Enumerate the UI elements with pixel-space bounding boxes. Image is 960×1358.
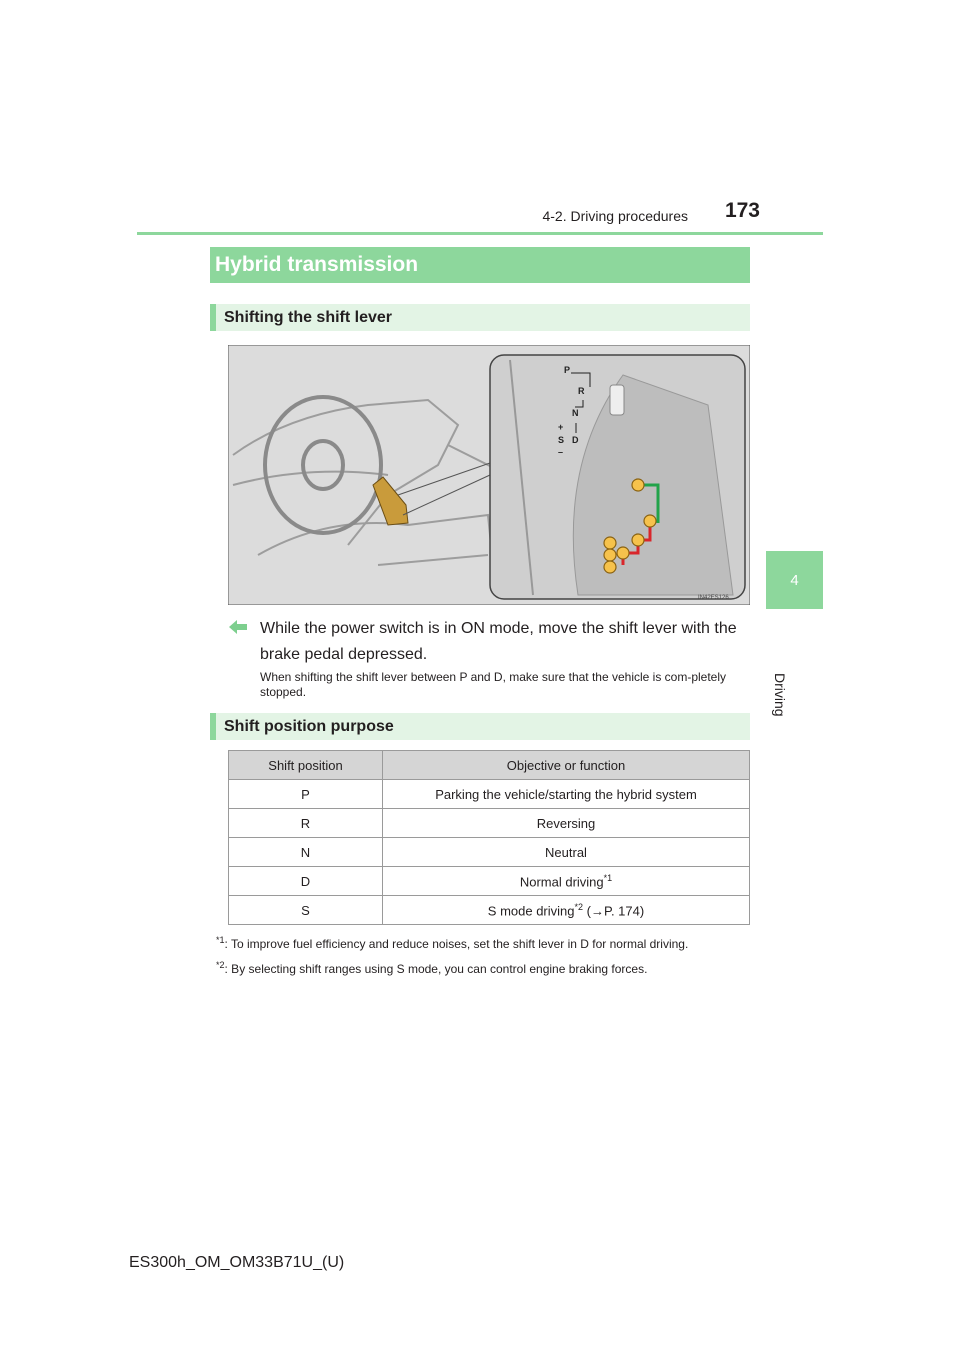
page-reference-link[interactable]: (→P. 174) — [583, 903, 645, 919]
gate-label-r: R — [578, 386, 585, 396]
header-section-title: 4-2. Driving procedures — [542, 208, 688, 224]
table-row — [229, 780, 750, 809]
function-cell: Normal driving$^{*1}$ — [383, 867, 750, 896]
header-rule — [137, 232, 823, 235]
chapter-label: Driving — [772, 673, 788, 717]
shift-position-cell: N — [229, 838, 383, 867]
footnote-ref[interactable]: *1 — [603, 872, 613, 883]
footnote-ref[interactable]: *2 — [574, 901, 584, 912]
table-row — [229, 838, 750, 867]
table-row — [229, 896, 750, 925]
gate-label-p: P — [564, 365, 571, 375]
chapter-number: 4 — [790, 571, 799, 589]
gate-label-d: D — [572, 435, 579, 445]
shift-lever-illustration — [228, 345, 750, 605]
document-code: ES300h_OM_OM33B71U_(U) — [129, 1254, 345, 1271]
shift-position-cell: R — [229, 809, 383, 838]
function-cell: Neutral — [383, 838, 750, 867]
gate-label-minus: – — [558, 447, 564, 457]
gate-label-plus: + — [558, 422, 564, 432]
table-row — [229, 867, 750, 896]
footnote-1: $^{*1}$: To improve fuel efficiency and reduce noises, set the shift lever in D for normal driving. — [216, 935, 689, 951]
shift-position-cell: D — [229, 867, 383, 896]
chapter-tab[interactable] — [766, 551, 823, 609]
gate-label-s: S — [558, 435, 565, 445]
column-header: Objective or function — [383, 751, 750, 780]
page-title: Hybrid transmission — [210, 247, 750, 283]
instruction-text: While the power switch is in ON mode, move the shift lever with the brake pedal depressed. — [260, 620, 737, 663]
function-cell: Reversing — [383, 809, 750, 838]
column-header: Shift position — [229, 751, 383, 780]
footnote-2: $^{*2}$: By selecting shift ranges using S mode, you can control engine braking forces. — [216, 960, 648, 976]
gate-label-n: N — [572, 408, 579, 418]
step-arrow-icon — [228, 617, 248, 637]
function-cell: S mode driving$^{*2}$ (→P. 174) — [383, 896, 750, 925]
image-code: IN42ES126 — [698, 595, 729, 601]
shift-position-cell: S — [229, 896, 383, 925]
section-heading-shifting: Shifting the shift lever — [210, 304, 750, 331]
table-header-row — [229, 751, 750, 780]
page-number: 173 — [724, 199, 760, 222]
table-row — [229, 809, 750, 838]
note-text: When shifting the shift lever between P and D, make sure that the vehicle is com-pletely stopped. — [260, 670, 727, 699]
function-cell: Parking the vehicle/starting the hybrid system — [383, 780, 750, 809]
section-heading-purpose: Shift position purpose — [210, 713, 750, 740]
shift-position-cell: P — [229, 780, 383, 809]
shift-position-table — [228, 750, 750, 925]
